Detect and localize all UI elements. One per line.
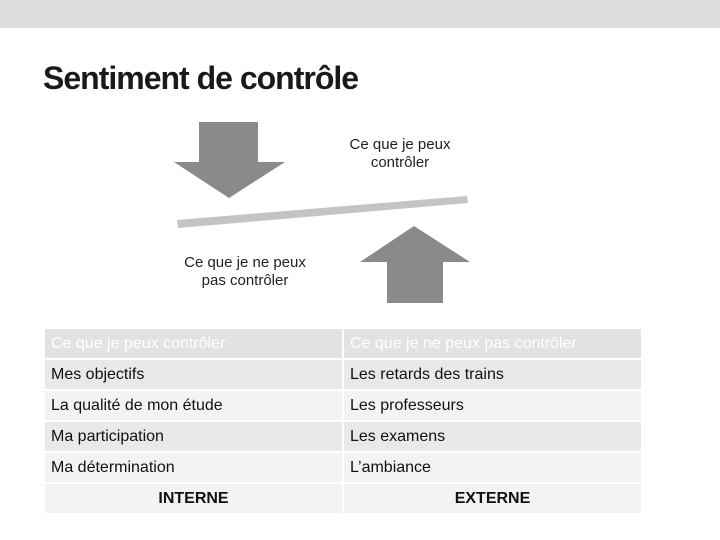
table-cell: Mes objectifs [44, 359, 343, 390]
balance-beam [177, 196, 468, 228]
slide-title: Sentiment de contrôle [43, 60, 359, 96]
footer-internal: INTERNE [44, 483, 343, 514]
control-table [43, 327, 643, 515]
down-arrow-icon [174, 122, 285, 198]
table-cell: L’ambiance [343, 452, 642, 483]
table-cell: Ma participation [44, 421, 343, 452]
table-cell: La qualité de mon étude [44, 390, 343, 421]
table-footer-row [44, 483, 642, 514]
up-arrow-icon [360, 226, 470, 303]
table-row [44, 452, 642, 483]
header-cannot-control: Ce que je ne peux pas contrôler [343, 328, 642, 359]
table-row [44, 359, 642, 390]
table-header-row [44, 328, 642, 359]
table-cell: Les retards des trains [343, 359, 642, 390]
caption-cannot-control: Ce que je ne peux pas contrôler [184, 254, 306, 289]
footer-external: EXTERNE [343, 483, 642, 514]
table-cell: Les professeurs [343, 390, 642, 421]
table-cell: Les examens [343, 421, 642, 452]
header-can-control: Ce que je peux contrôler [44, 328, 343, 359]
table-cell: Ma détermination [44, 452, 343, 483]
table-row [44, 421, 642, 452]
table-row [44, 390, 642, 421]
caption-can-control: Ce que je peux contrôler [349, 136, 451, 171]
